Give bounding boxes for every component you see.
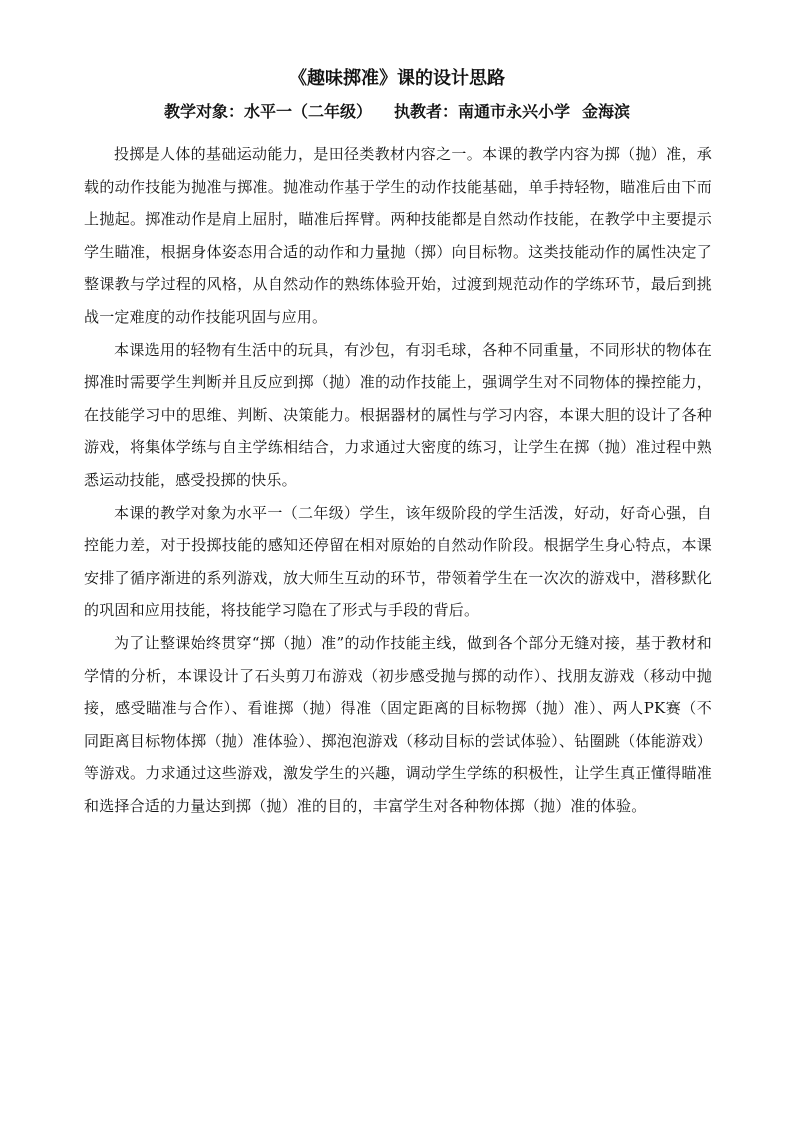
teacher-info: 执教者：南通市永兴小学 xyxy=(393,102,570,121)
paragraph: 为了让整课始终贯穿“掷（抛）准”的动作技能主线，做到各个部分无缝对接，基于教材和学情的分析，本课设计了石头剪刀布游戏（初步感受抛与掷的动作）、找朋友游戏（移动中抛接，感受瞄准与合作）、看谁掷（抛）得准（固定距离的目标物掷（抛）准）、两人PK赛（不同距离目标物体掷（抛）准体验）、掷泡泡游戏（移动目标的尝试体验）、钻圈跳（体能游戏）等游戏。力求通过这些游戏，激发学生的兴趣，调动学生学练的积极性，让学生真正懂得瞄准和选择合适的力量达到掷（抛）准的目的，丰富学生对各种物体掷（抛）准的体验。 xyxy=(84,633,712,815)
teacher-name: 金海滨 xyxy=(582,102,631,121)
paragraph: 本课的教学对象为水平一（二年级）学生，该年级阶段的学生活泼，好动，好奇心强，自控能力差，对于投掷技能的感知还停留在相对原始的自然动作阶段。根据学生身心特点，本课安排了循序渐进的系列游戏，放大师生互动的环节，带领着学生在一次次的游戏中，潜移默化的巩固和应用技能，将技能学习隐在了形式与手段的背后。 xyxy=(84,503,712,620)
document-body xyxy=(84,138,712,822)
paragraph: 投掷是人体的基础运动能力，是田径类教材内容之一。本课的教学内容为掷（抛）准，承载的动作技能为抛准与掷准。抛准动作基于学生的动作技能基础，单手持轻物，瞄准后由下而上抛起。掷准动作是肩上屈肘，瞄准后挥臂。两种技能都是自然动作技能，在教学中主要提示学生瞄准，根据身体姿态用合适的动作和力量抛（掷）向目标物。这类技能动作的属性决定了整课教与学过程的风格，从自然动作的熟练体验开始，过渡到规范动作的学练环节，最后到挑战一定难度的动作技能巩固与应用。 xyxy=(84,145,712,326)
byline xyxy=(0,97,794,127)
page-title: 《趣味掷准》课的设计思路 xyxy=(289,68,505,89)
teaching-target: 教学对象：水平一（二年级） xyxy=(163,102,372,121)
paragraph: 本课选用的轻物有生活中的玩具，有沙包，有羽毛球，各种不同重量，不同形状的物体在掷准时需要学生判断并且反应到掷（抛）准的动作技能上，强调学生对不同物体的操控能力，在技能学习中的思维、判断、决策能力。根据器材的属性与学习内容，本课大胆的设计了各种游戏，将集体学练与自主学练相结合，力求通过大密度的练习，让学生在掷（抛）准过程中熟悉运动技能，感受投掷的快乐。 xyxy=(84,340,712,489)
